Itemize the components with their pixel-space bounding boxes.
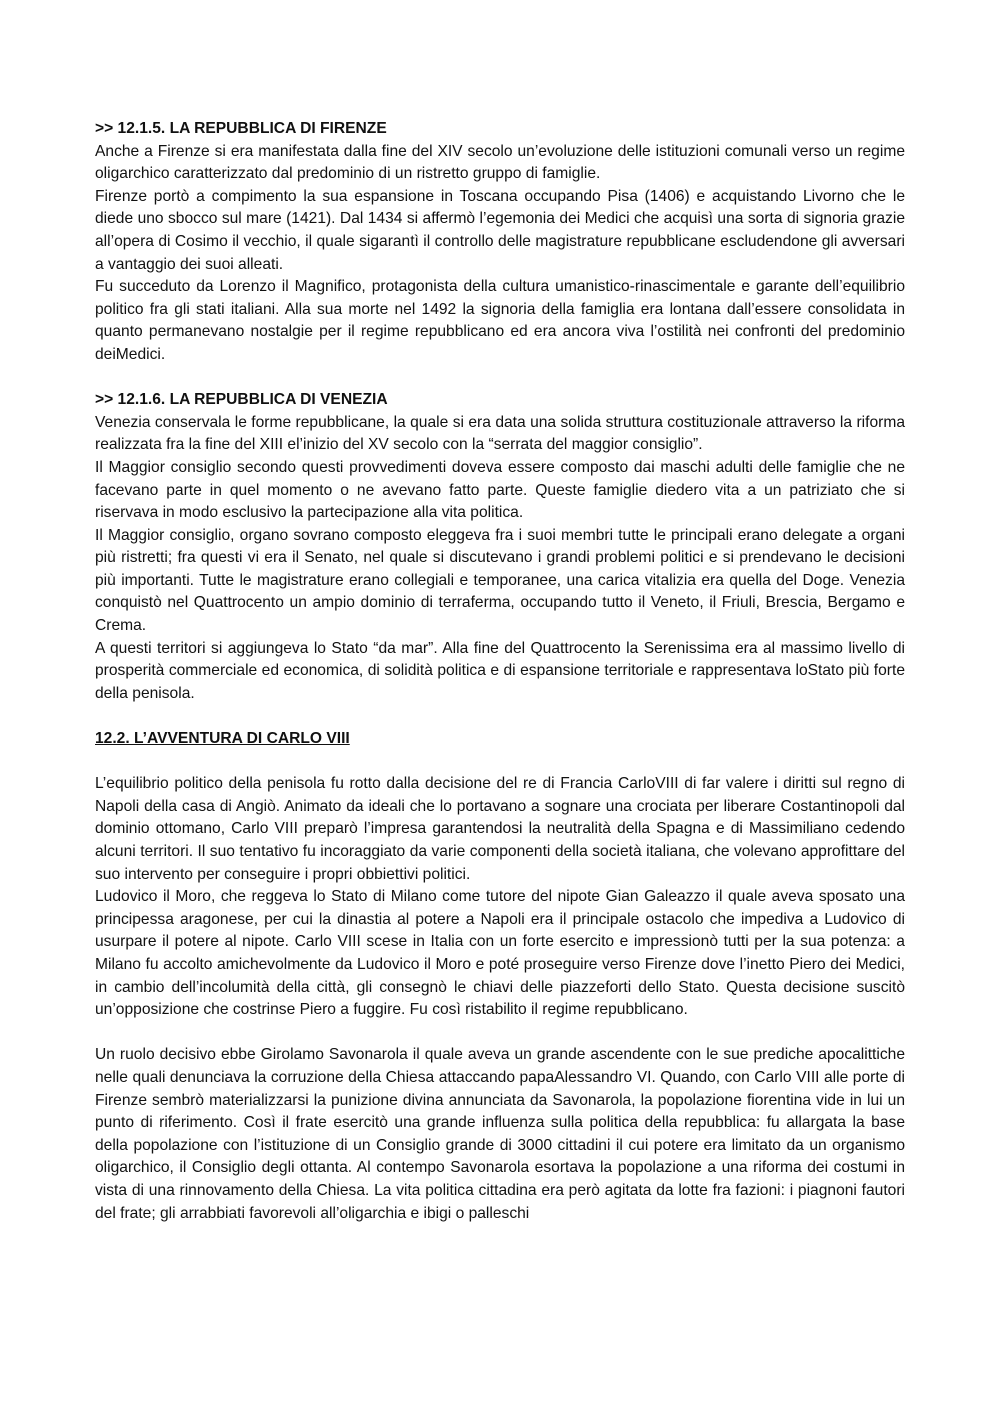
paragraph: Firenze portò a compimento la sua espansione in Toscana occupando Pisa (1406) e acquistando Livorno che le diede uno sbocco sul mare (1421). Dal 1434 si affermò l’egemonia dei Medici che acquisì una sorta di signoria grazie all’opera di Cosimo il vecchio, il quale sigarantì il controllo delle magistrature repubblicane escludendone gli avversari a vantaggio dei suoi alleati. [95,187,905,273]
paragraph: Fu succeduto da Lorenzo il Magnifico, protagonista della cultura umanistico-rinascimentale e garante dell’equilibrio politico fra gli stati italiani. Alla sua morte nel 1492 la signoria della famiglia era lontana dall’essere consolidata in quanto permanevano nostalgie per il regime repubblicano ed era ancora viva l’ostilità nei confronti del predominio deiMedici. [95,278,905,363]
paragraph: Venezia conservala le forme repubblicane, la quale si era data una solida struttura costituzionale attraverso la riforma realizzata fra la fine del XIII el’inizio del XV secolo con la “serrata del maggior consiglio”. [95,413,905,454]
section-heading-venezia: >> 12.1.6. LA REPUBBLICA DI VENEZIA [95,391,388,409]
paragraph: Un ruolo decisivo ebbe Girolamo Savonarola il quale aveva un grande ascendente con le sue prediche apocalittiche nelle quali denunciava la corruzione della Chiesa attaccando papaAlessandro VI. Quando, con Carlo VIII alle porte di Firenze sembrò materializzarsi la punizione divina annunciata da Savonarola, la popolazione fiorentina vide in lui un punto di riferimento. Così il frate esercitò una grande influenza sulla politica della repubblica: fu allargata la base della popolazione con l’istituzione di un Consiglio grande di 3000 cittadini il cui potere era limitato da un organismo oligarchico, il Consiglio degli ottanta. Al contempo Savonarola esortava la popolazione a una riforma dei costumi in vista di una rinnovamento della Chiesa. La vita politica cittadina era però agitata da lotte fra fazioni: i piagnoni fautori del frate; gli arrabbiati favorevoli all’oligarchia e ibigi o palleschi [95,1046,905,1222]
paragraph: Il Maggior consiglio, organo sovrano composto eleggeva fra i suoi membri tutte le principali erano delegate a organi più ristretti; fra questi vi era il Senato, nel quale si discutevano i grandi problemi politici e si prendevano le decisioni più importanti. Tutte le magistrature erano collegiali e temporanee, una carica vitalizia era quella del Doge. Venezia conquistò nel Quattrocento un ampio dominio di terraferma, occupando tutto il Veneto, il Friuli, Brescia, Bergamo e Crema. [95,526,905,635]
section-heading-firenze: >> 12.1.5. LA REPUBBLICA DI FIRENZE [95,120,387,137]
paragraph: Ludovico il Moro, che reggeva lo Stato di Milano come tutore del nipote Gian Galeazzo il quale aveva sposato una principessa aragonese, per cui la dinastia al potere a Napoli era il principale ostacolo che impediva a Ludovico di usurpare il potere al nipote. Carlo VIII scese in Italia con un forte esercito e impressionò tutti per la sua potenza: a Milano fu accolto amichevolmente da Ludovico il Moro e poté proseguire verso Firenze dove l’inetto Piero dei Medici, in cambio dell’incolumità della città, gli consegnò le chiavi delle piazzeforti dello Stato. Questa decisione suscitò un’opposizione che costrinse Piero a fuggire. Fu così ristabilito il regime repubblicano. [95,888,905,1019]
section-venezia [95,389,905,705]
spacer [95,367,905,390]
spacer [95,705,905,728]
paragraph: Il Maggior consiglio secondo questi provvedimenti doveva essere composto dai maschi adulti delle famiglie che ne facevano parte in quel momento o ne avevano fatto parte. Queste famiglie diedero vita a un patriziato che si riservava in modo esclusivo la partecipazione alla vita politica. [95,458,905,522]
document-page [95,118,905,1225]
section-heading-carlo-viii: 12.2. L’AVVENTURA DI CARLO VIII [95,730,350,748]
paragraph: Anche a Firenze si era manifestata dalla fine del XIV secolo un’evoluzione delle istituzioni comunali verso un regime oligarchico caratterizzato dal predominio di un ristretto gruppo di famiglie. [95,142,905,183]
spacer [95,1022,905,1045]
section-firenze [95,118,905,367]
paragraph: L’equilibrio politico della penisola fu rotto dalla decisione del re di Francia CarloVIII di far valere i diritti sul regno di Napoli della casa di Angiò. Animato da ideali che lo portavano a sognare una crociata per liberare Costantinopoli dal dominio ottomano, Carlo VIII preparò l’impresa garantendosi la neutralità della Spagna e di Massimiliano cedendo alcuni territori. Il suo tentativo fu incoraggiato da varie componenti della società italiana, che volevano approfittare del suo intervento per conseguire i propri obbiettivi politici. [95,775,905,883]
paragraph: A questi territori si aggiungeva lo Stato “da mar”. Alla fine del Quattrocento la Serenissima era al massimo livello di prosperità commerciale ed economica, di solidità politica e di espansione territoriale e rappresentava loStato più forte della penisola. [95,639,905,702]
spacer [95,751,905,774]
section-carlo-viii [95,728,905,1225]
